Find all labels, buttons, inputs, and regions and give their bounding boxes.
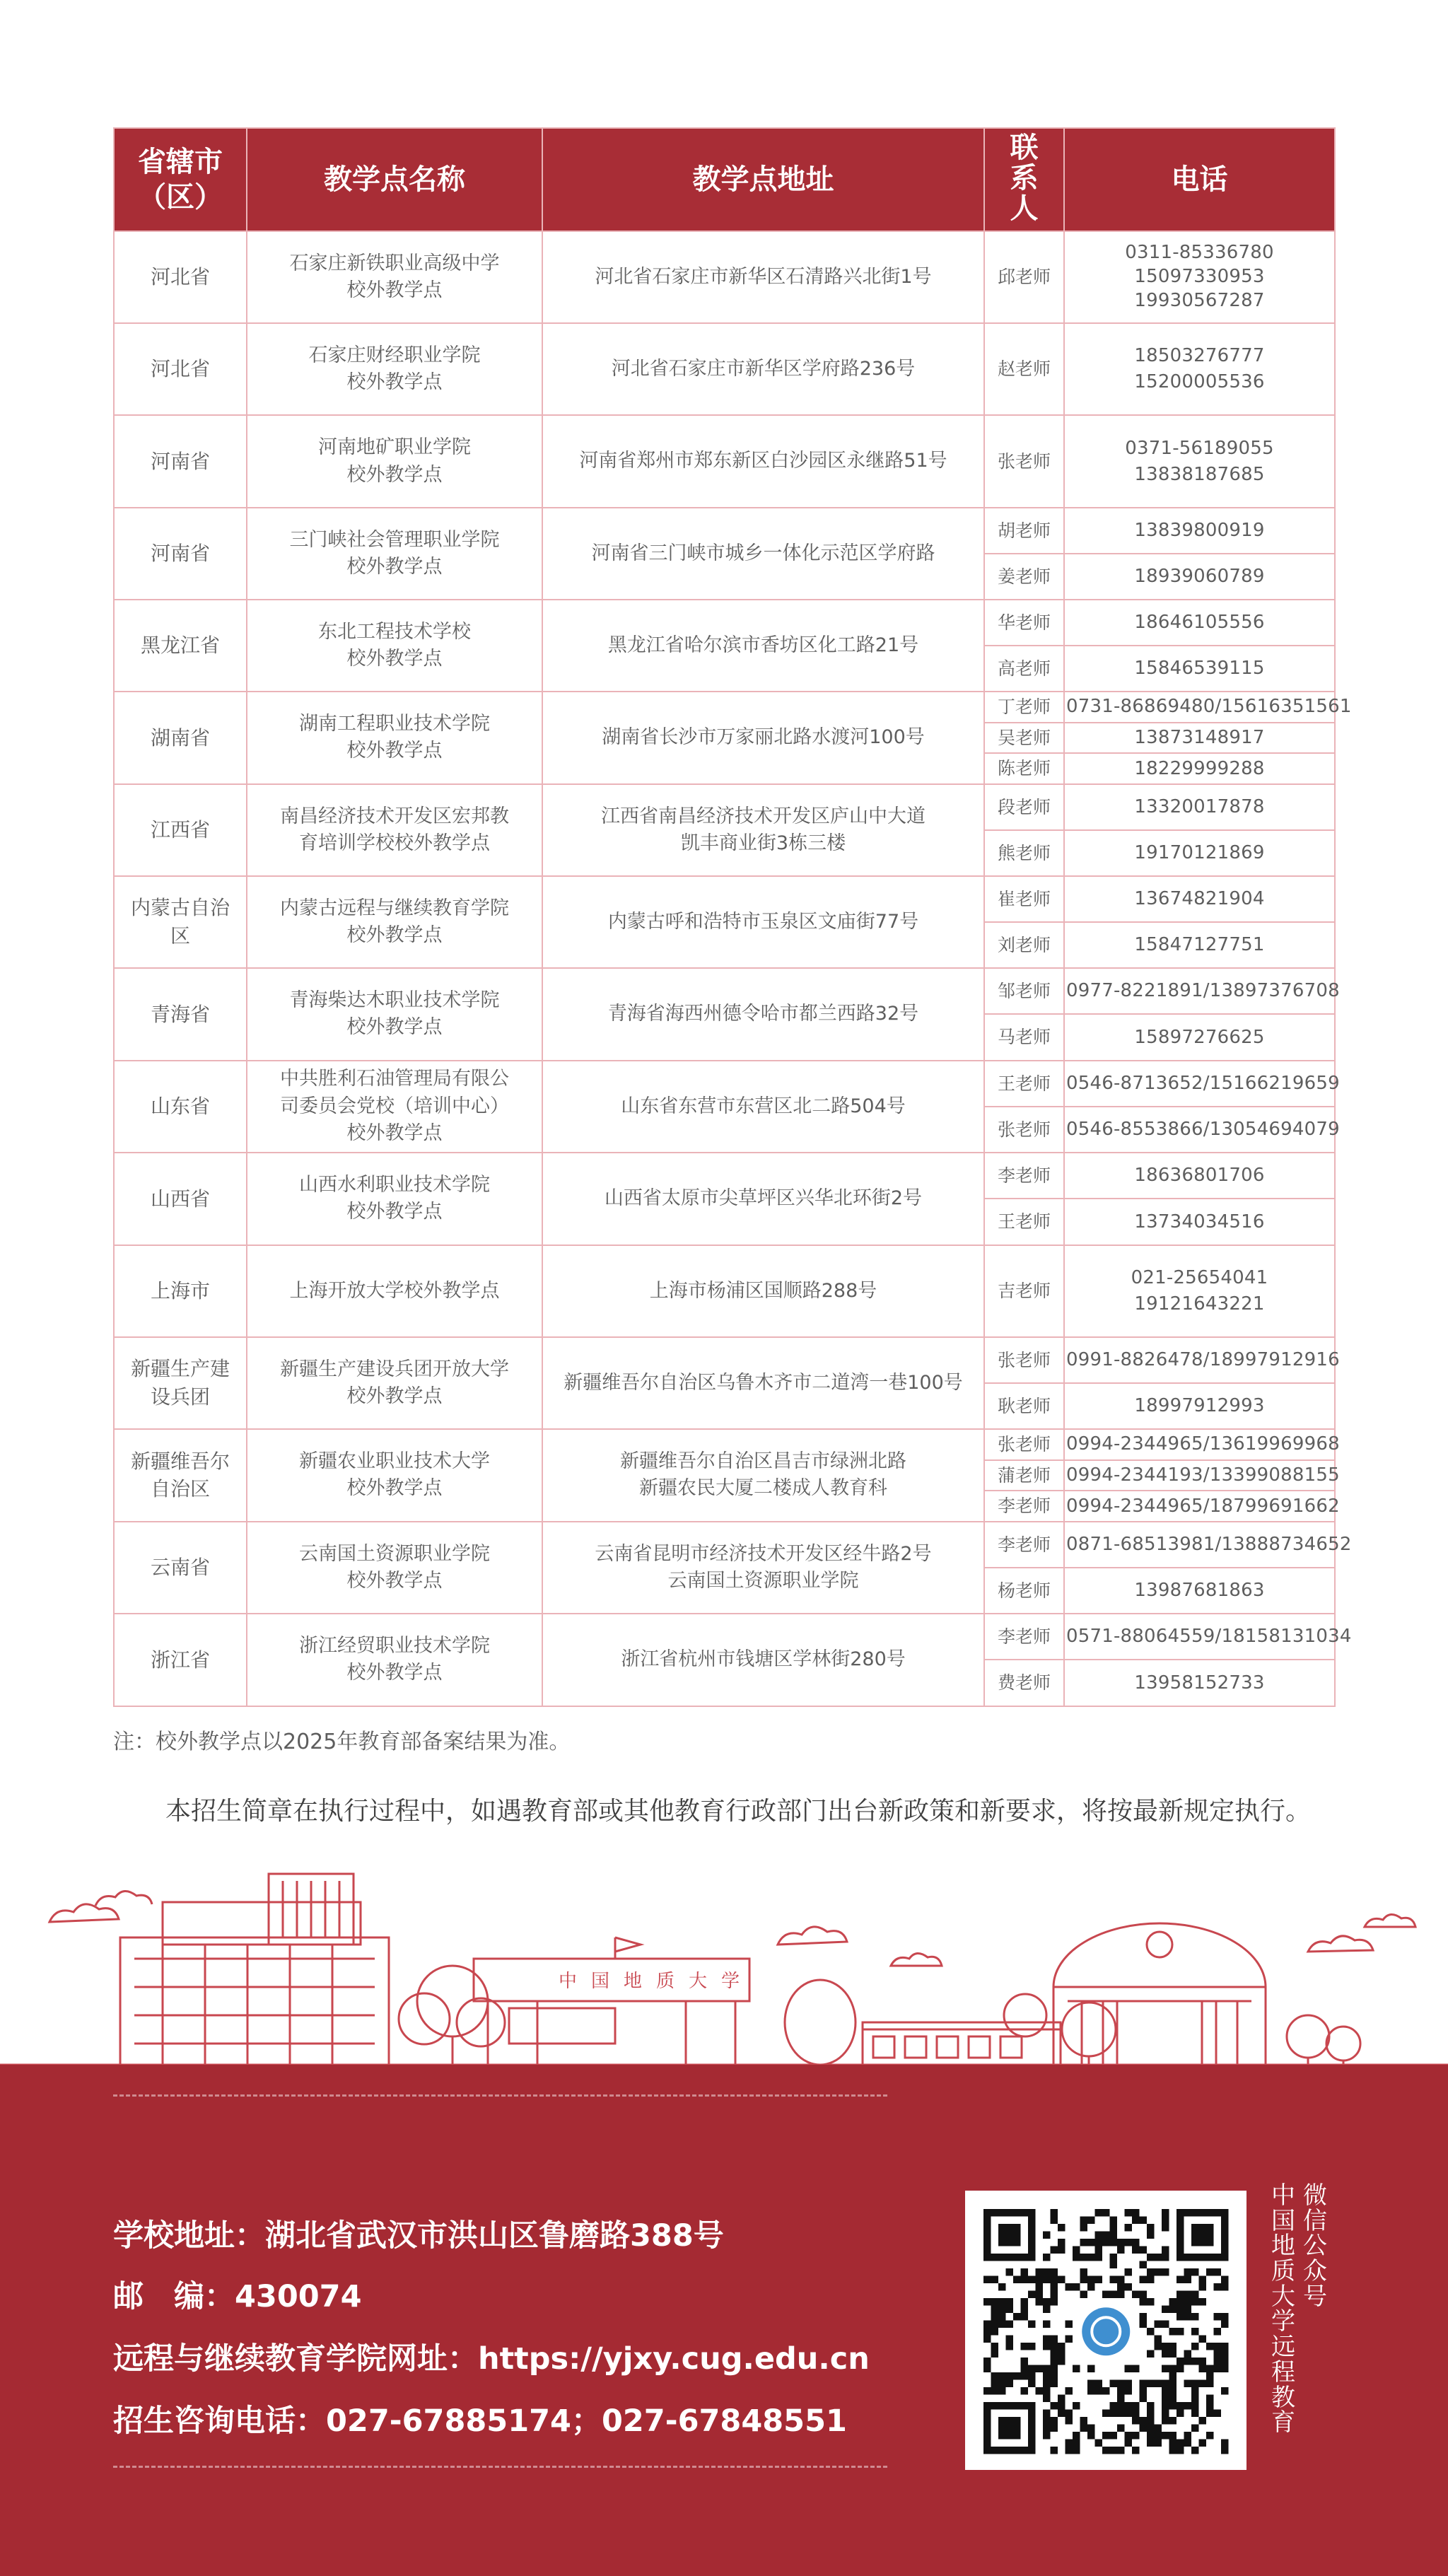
cell-contact: 崔老师 xyxy=(984,876,1064,922)
cell-address xyxy=(542,1614,984,1706)
cell-center-name-line: 校外教学点 xyxy=(346,1122,443,1145)
cell-phone[interactable] xyxy=(1064,968,1340,1015)
cell-province: 河北省 xyxy=(114,323,247,415)
cell-address-line: 新疆维吾尔自治区昌吉市绿洲北路 xyxy=(620,1450,906,1473)
cell-address xyxy=(542,508,984,600)
cell-center-name-line: 校外教学点 xyxy=(346,556,443,578)
cell-address-line: 新疆维吾尔自治区乌鲁木齐市二道湾一巷100号 xyxy=(564,1371,963,1394)
cell-phone[interactable] xyxy=(1064,1522,1352,1568)
cell-phone[interactable] xyxy=(1064,1061,1340,1107)
cell-phone[interactable] xyxy=(1064,1245,1335,1337)
cell-center-name xyxy=(247,1522,542,1614)
cell-phone[interactable] xyxy=(1064,784,1335,830)
cell-phone[interactable] xyxy=(1064,1153,1335,1199)
phone-number[interactable]: 18997912993 xyxy=(1134,1395,1265,1417)
cell-province: 浙江省 xyxy=(114,1614,247,1706)
phone-number[interactable]: 18939060789 xyxy=(1134,566,1265,588)
cell-center-name-line: 校外教学点 xyxy=(346,1201,443,1223)
phone-number[interactable]: 0546-8713652/15166219659 xyxy=(1066,1073,1340,1095)
study-centers-table xyxy=(113,127,1352,1707)
cell-center-name-line: 校外教学点 xyxy=(346,371,443,393)
cell-phone[interactable] xyxy=(1064,600,1335,646)
cell-center-name xyxy=(247,784,542,876)
cell-address-line: 上海市杨浦区国顺路288号 xyxy=(649,1279,877,1302)
cell-province: 新疆生产建设兵团 xyxy=(114,1337,247,1429)
cell-center-name-line: 校外教学点 xyxy=(346,1385,443,1407)
phone-number[interactable]: 15847127751 xyxy=(1134,934,1265,956)
cell-contact: 王老师 xyxy=(984,1199,1064,1245)
cell-contact: 张老师 xyxy=(984,415,1064,508)
phone-number[interactable]: 0871-68513981/13888734652 xyxy=(1066,1533,1352,1555)
footer-divider-top xyxy=(113,2094,887,2097)
cell-province: 山西省 xyxy=(114,1153,247,1245)
cell-contact: 张老师 xyxy=(984,1337,1064,1383)
cell-address xyxy=(542,1522,984,1614)
cell-phone[interactable] xyxy=(1064,415,1335,508)
footer-band xyxy=(0,2065,1448,2576)
phone-number[interactable]: 13734034516 xyxy=(1134,1211,1265,1232)
cell-center-name-line: 河南地矿职业学院 xyxy=(318,436,471,459)
cell-center-name-line: 育培训学校校外教学点 xyxy=(299,832,490,854)
cell-center-name-line: 石家庄财经职业学院 xyxy=(308,344,481,366)
campus-skyline-illustration xyxy=(0,1860,1448,2072)
cell-address xyxy=(542,692,984,784)
policy-statement: 本招生简章在执行过程中，如遇教育部或其他教育行政部门出台新政策和新要求，将按最新规定执行。 xyxy=(165,1797,1312,1826)
cell-address-line: 新疆农民大厦二楼成人教育科 xyxy=(639,1477,887,1500)
qr-caption-wechat: 微 信 公 众 号 xyxy=(1303,2181,1327,2311)
cell-center-name-line: 内蒙古远程与继续教育学院 xyxy=(280,897,509,919)
cell-center-name xyxy=(247,1614,542,1706)
cell-province: 新疆维吾尔自治区 xyxy=(114,1429,247,1522)
cell-center-name-line: 校外教学点 xyxy=(346,1477,443,1500)
cell-center-name-line: 三门峡社会管理职业学院 xyxy=(289,528,500,551)
cell-province: 云南省 xyxy=(114,1522,247,1614)
cell-contact: 段老师 xyxy=(984,784,1064,830)
phone-number[interactable]: 0371-56189055 xyxy=(1125,437,1274,459)
cell-center-name-line: 新疆生产建设兵团开放大学 xyxy=(280,1358,509,1380)
cell-contact: 李老师 xyxy=(984,1491,1064,1522)
cell-center-name-line: 青海柴达木职业技术学院 xyxy=(289,989,500,1012)
phone-number[interactable]: 19170121869 xyxy=(1134,842,1265,864)
table-row xyxy=(114,231,1335,323)
phone-number[interactable]: 13839800919 xyxy=(1134,520,1265,542)
cell-phone[interactable] xyxy=(1064,1199,1335,1245)
cell-phone[interactable] xyxy=(1064,922,1335,968)
footer-address: 学校地址：湖北省武汉市洪山区鲁磨路388号 xyxy=(113,2218,724,2254)
cell-center-name xyxy=(247,415,542,508)
cell-phone[interactable] xyxy=(1064,692,1352,723)
cell-province: 河北省 xyxy=(114,231,247,323)
cell-phone[interactable] xyxy=(1064,1491,1340,1522)
cell-contact: 赵老师 xyxy=(984,323,1064,415)
cell-center-name-line: 校外教学点 xyxy=(346,279,443,301)
cell-center-name xyxy=(247,600,542,692)
header-address: 教学点地址 xyxy=(542,128,984,231)
cell-address-line: 凯丰商业街3栋三楼 xyxy=(680,832,846,854)
phone-number[interactable]: 15846539115 xyxy=(1134,658,1265,680)
qr-code-icon xyxy=(965,2191,1246,2470)
header-contact: 联系人 xyxy=(984,128,1064,231)
cell-contact: 吉老师 xyxy=(984,1245,1064,1337)
table-row xyxy=(114,1153,1335,1199)
cell-center-name-line: 浙江经贸职业技术学院 xyxy=(299,1635,490,1657)
cell-contact: 费老师 xyxy=(984,1660,1064,1706)
cell-contact: 华老师 xyxy=(984,600,1064,646)
cell-address-line: 江西省南昌经济技术开发区庐山中大道 xyxy=(601,805,926,827)
cell-contact: 李老师 xyxy=(984,1153,1064,1199)
cell-phone[interactable] xyxy=(1064,508,1335,554)
table-row xyxy=(114,968,1335,1015)
cell-address-line: 内蒙古呼和浩特市玉泉区文庙街77号 xyxy=(607,910,919,933)
cell-contact: 蒲老师 xyxy=(984,1460,1064,1491)
cell-contact: 杨老师 xyxy=(984,1568,1064,1614)
cell-center-name xyxy=(247,1061,542,1153)
cell-address xyxy=(542,1245,984,1337)
cell-province: 青海省 xyxy=(114,968,247,1061)
table-row xyxy=(114,876,1335,922)
cell-center-name-line: 司委员会党校（培训中心） xyxy=(280,1095,509,1117)
table-row xyxy=(114,1337,1335,1383)
cell-center-name-line: 校外教学点 xyxy=(346,923,443,946)
header-province: 省辖市（区） xyxy=(114,128,247,231)
phone-number[interactable]: 13958152733 xyxy=(1134,1672,1265,1694)
cell-address-line: 山西省太原市尖草坪区兴华北环街2号 xyxy=(604,1187,923,1210)
cell-phone[interactable] xyxy=(1064,723,1335,754)
cell-contact: 吴老师 xyxy=(984,723,1064,754)
cell-address-line: 浙江省杭州市钱塘区学林街280号 xyxy=(621,1648,906,1671)
table-row xyxy=(114,1614,1335,1660)
cell-phone[interactable] xyxy=(1064,753,1335,784)
cell-center-name-line: 云南国土资源职业学院 xyxy=(299,1542,490,1565)
cell-address-line: 云南省昆明市经济技术开发区经牛路2号 xyxy=(595,1542,932,1565)
table-row xyxy=(114,323,1335,415)
cell-address-line: 河北省石家庄市新华区学府路236号 xyxy=(611,357,916,380)
cell-phone[interactable] xyxy=(1064,231,1335,323)
cell-center-name-line: 湖南工程职业技术学院 xyxy=(299,713,490,735)
table-row xyxy=(114,692,1335,723)
cell-province: 山东省 xyxy=(114,1061,247,1153)
footer-divider-bottom xyxy=(113,2466,887,2468)
cell-phone[interactable] xyxy=(1064,646,1335,692)
footer-website[interactable]: 远程与继续教育学院网址：https://yjxy.cug.edu.cn xyxy=(113,2341,870,2377)
cell-phone[interactable] xyxy=(1064,1014,1335,1061)
footnote: 注：校外教学点以2025年教育部备案结果为准。 xyxy=(113,1730,571,1754)
phone-number[interactable]: 0991-8826478/18997912916 xyxy=(1066,1349,1340,1371)
phone-number[interactable]: 0731-86869480/15616351561 xyxy=(1066,696,1352,718)
phone-number[interactable]: 13987681863 xyxy=(1134,1579,1265,1601)
cell-phone[interactable] xyxy=(1064,1660,1335,1706)
table-row xyxy=(114,508,1335,554)
cell-address-line: 山东省东营市东营区北二路504号 xyxy=(621,1095,906,1117)
cell-center-name-line: 校外教学点 xyxy=(346,1662,443,1684)
phone-number[interactable]: 0994-2344965/18799691662 xyxy=(1066,1495,1340,1517)
cell-address-line: 黑龙江省哈尔滨市香坊区化工路21号 xyxy=(607,634,919,656)
cell-contact: 李老师 xyxy=(984,1614,1064,1660)
phone-number[interactable]: 19930567287 xyxy=(1134,289,1265,311)
cell-phone[interactable] xyxy=(1064,830,1335,876)
phone-number[interactable]: 18646105556 xyxy=(1134,612,1265,634)
footer-postcode: 邮 编：430074 xyxy=(113,2279,362,2314)
cell-contact: 高老师 xyxy=(984,646,1064,692)
cell-center-name-line: 中共胜利石油管理局有限公 xyxy=(280,1068,509,1090)
phone-number[interactable]: 18229999288 xyxy=(1134,757,1265,779)
table-row xyxy=(114,415,1335,508)
phone-number[interactable]: 021-25654041 xyxy=(1131,1267,1268,1289)
cell-contact: 王老师 xyxy=(984,1061,1064,1107)
cell-phone[interactable] xyxy=(1064,1614,1352,1660)
cell-contact: 耿老师 xyxy=(984,1383,1064,1429)
table-row xyxy=(114,1061,1335,1107)
table-body xyxy=(114,231,1352,1706)
qr-caption-org: 中 国 地 质 大 学 远 程 教 育 xyxy=(1271,2181,1295,2437)
cell-address xyxy=(542,231,984,323)
cell-province: 内蒙古自治区 xyxy=(114,876,247,968)
footer-hotline: 招生咨询电话：027-67885174；027-67848551 xyxy=(113,2403,847,2439)
cell-address-line: 湖南省长沙市万家丽北路水渡河100号 xyxy=(602,726,925,749)
cell-phone[interactable] xyxy=(1064,1568,1335,1614)
cell-province: 河南省 xyxy=(114,415,247,508)
cell-center-name xyxy=(247,231,542,323)
table-row xyxy=(114,784,1335,830)
table-row xyxy=(114,1522,1335,1568)
phone-number[interactable]: 13320017878 xyxy=(1134,796,1265,818)
phone-number[interactable]: 13674821904 xyxy=(1134,888,1265,910)
cell-province: 江西省 xyxy=(114,784,247,876)
cell-center-name-line: 石家庄新铁职业高级中学 xyxy=(289,252,500,274)
cell-phone[interactable] xyxy=(1064,876,1335,922)
phone-number[interactable]: 13873148917 xyxy=(1134,727,1265,749)
cell-address-line: 河南省三门峡市城乡一体化示范区学府路 xyxy=(591,542,935,564)
phone-number[interactable]: 0977-8221891/13897376708 xyxy=(1066,980,1340,1002)
cell-contact: 刘老师 xyxy=(984,922,1064,968)
cell-center-name xyxy=(247,323,542,415)
cell-address xyxy=(542,1429,984,1522)
table-row xyxy=(114,600,1335,646)
table-row xyxy=(114,1429,1335,1460)
cell-province: 上海市 xyxy=(114,1245,247,1337)
cell-contact: 马老师 xyxy=(984,1014,1064,1061)
cell-address xyxy=(542,600,984,692)
cell-address xyxy=(542,876,984,968)
cell-center-name xyxy=(247,692,542,784)
phone-number[interactable]: 13838187685 xyxy=(1134,463,1265,485)
cell-center-name-line: 校外教学点 xyxy=(346,740,443,762)
cell-address xyxy=(542,415,984,508)
header-name: 教学点名称 xyxy=(247,128,542,231)
cell-address xyxy=(542,1337,984,1429)
cell-contact: 胡老师 xyxy=(984,508,1064,554)
phone-number[interactable]: 0994-2344193/13399088155 xyxy=(1066,1464,1340,1486)
cell-contact: 张老师 xyxy=(984,1107,1064,1153)
phone-number[interactable]: 15897276625 xyxy=(1134,1026,1265,1048)
cell-center-name-line: 校外教学点 xyxy=(346,1016,443,1039)
phone-number[interactable]: 18636801706 xyxy=(1134,1165,1265,1187)
cell-province: 河南省 xyxy=(114,508,247,600)
cell-center-name-line: 校外教学点 xyxy=(346,648,443,670)
cell-center-name-line: 山西水利职业技术学院 xyxy=(299,1174,490,1196)
phone-number[interactable]: 15200005536 xyxy=(1134,371,1265,392)
svg-text:中国地质大学: 中国地质大学 xyxy=(559,1971,754,1992)
cell-address-line: 云南国土资源职业学院 xyxy=(667,1569,859,1592)
phone-number[interactable]: 18503276777 xyxy=(1134,345,1265,367)
cell-contact: 丁老师 xyxy=(984,692,1064,723)
cell-phone[interactable] xyxy=(1064,554,1335,600)
cell-phone[interactable] xyxy=(1064,1337,1340,1383)
cell-center-name-line: 东北工程技术学校 xyxy=(318,620,471,643)
cell-center-name xyxy=(247,508,542,600)
cell-address xyxy=(542,784,984,876)
cell-contact: 邱老师 xyxy=(984,231,1064,323)
cell-province: 黑龙江省 xyxy=(114,600,247,692)
table-header-row xyxy=(114,128,1335,231)
cell-province: 湖南省 xyxy=(114,692,247,784)
cell-address-line: 河北省石家庄市新华区石清路兴北街1号 xyxy=(595,265,932,288)
wechat-qr-code[interactable] xyxy=(965,2191,1246,2470)
cell-phone[interactable] xyxy=(1064,1107,1340,1153)
cell-address xyxy=(542,323,984,415)
study-centers-table-wrap xyxy=(113,127,1352,1707)
cell-contact: 张老师 xyxy=(984,1429,1064,1460)
cell-contact: 姜老师 xyxy=(984,554,1064,600)
cell-center-name-line: 新疆农业职业技术大学 xyxy=(299,1450,490,1473)
cell-contact: 熊老师 xyxy=(984,830,1064,876)
cell-center-name xyxy=(247,1337,542,1429)
header-phone: 电话 xyxy=(1064,128,1335,231)
cell-center-name xyxy=(247,1153,542,1245)
cell-phone[interactable] xyxy=(1064,1460,1340,1491)
phone-number[interactable]: 19121643221 xyxy=(1134,1293,1265,1315)
cell-address-line: 河南省郑州市郑东新区白沙园区永继路51号 xyxy=(579,450,947,472)
cell-phone[interactable] xyxy=(1064,1429,1340,1460)
phone-number[interactable]: 0546-8553866/13054694079 xyxy=(1066,1119,1340,1141)
cell-center-name xyxy=(247,1245,542,1337)
cell-center-name-line: 校外教学点 xyxy=(346,463,443,486)
phone-number[interactable]: 0311-85336780 xyxy=(1125,242,1274,264)
cell-center-name xyxy=(247,876,542,968)
cell-address xyxy=(542,1061,984,1153)
table-row xyxy=(114,1245,1335,1337)
cell-center-name xyxy=(247,968,542,1061)
phone-number[interactable]: 0994-2344965/13619969968 xyxy=(1066,1433,1340,1455)
cell-address-line: 青海省海西州德令哈市都兰西路32号 xyxy=(607,1003,919,1025)
cell-address xyxy=(542,1153,984,1245)
cell-phone[interactable] xyxy=(1064,1383,1335,1429)
cell-center-name xyxy=(247,1429,542,1522)
phone-number[interactable]: 0571-88064559/18158131034 xyxy=(1066,1626,1352,1648)
cell-address xyxy=(542,968,984,1061)
cell-center-name-line: 校外教学点 xyxy=(346,1569,443,1592)
cell-center-name-line: 上海开放大学校外教学点 xyxy=(289,1279,500,1302)
phone-number[interactable]: 15097330953 xyxy=(1134,266,1265,288)
cell-contact: 李老师 xyxy=(984,1522,1064,1568)
cell-center-name-line: 南昌经济技术开发区宏邦教 xyxy=(280,805,509,827)
cell-phone[interactable] xyxy=(1064,323,1335,415)
cell-contact: 邹老师 xyxy=(984,968,1064,1015)
cell-contact: 陈老师 xyxy=(984,753,1064,784)
